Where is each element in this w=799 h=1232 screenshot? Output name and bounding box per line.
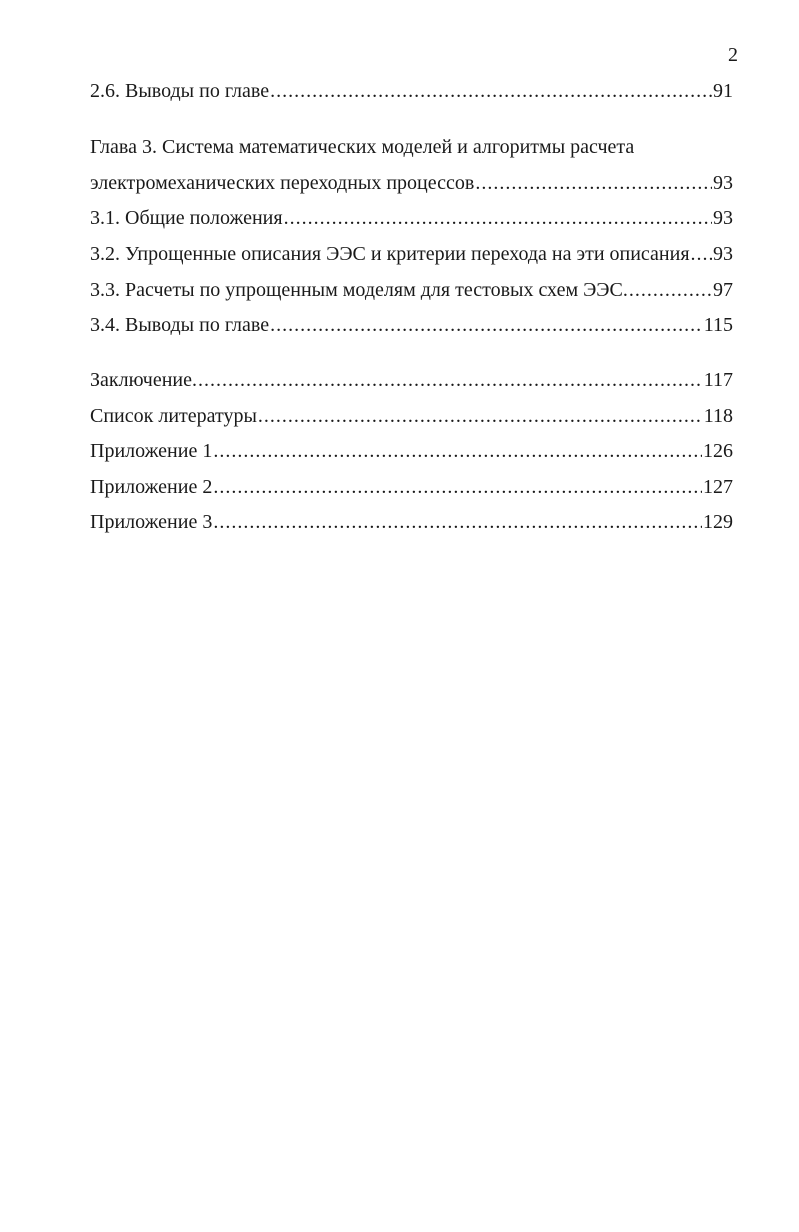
toc-entry-label: Приложение 2 [90, 476, 213, 498]
toc-entry-page: 115 [703, 314, 733, 336]
toc-entry-label: электромеханических переходных процессов [90, 172, 475, 194]
toc-entry-label: Список литературы [90, 405, 257, 427]
toc-entry-label: Заключение. [90, 369, 197, 391]
toc-entry[interactable] [90, 277, 733, 303]
toc-entry-page: 93 [713, 207, 733, 229]
toc-leader-dots [284, 205, 712, 231]
toc-entry-page: 91 [713, 80, 733, 102]
toc-leader-dots [213, 438, 702, 464]
toc-entry[interactable] [90, 367, 733, 393]
toc-entry-page: 126 [703, 440, 733, 462]
toc-entry[interactable] [90, 205, 733, 231]
toc-entry-page: 117 [703, 369, 733, 391]
toc-entry-label: 2.6. Выводы по главе [90, 80, 270, 102]
toc-leader-dots [629, 277, 712, 303]
page-number: 2 [728, 44, 738, 66]
toc-entry-label: 3.3. Расчеты по упрощенным моделям для тестовых схем ЭЭС. [90, 279, 628, 301]
toc-entry-page: 97 [713, 279, 733, 301]
toc-leader-dots [270, 312, 703, 338]
toc-entry-page: 129 [703, 511, 733, 533]
toc-leader-dots [213, 509, 702, 535]
toc-entry[interactable] [90, 509, 733, 535]
toc-entry[interactable] [90, 403, 733, 429]
toc-entry-label: Приложение 3 [90, 511, 213, 533]
toc-entry-label: Приложение 1 [90, 440, 213, 462]
toc-entry-page: 118 [703, 405, 733, 427]
toc-entry-page: 93 [713, 243, 733, 265]
toc-entry-page: 127 [703, 476, 733, 498]
toc-entry[interactable] [90, 78, 733, 104]
toc-entry[interactable] [90, 438, 733, 464]
toc-leader-dots [213, 474, 702, 500]
toc-entry[interactable] [90, 170, 733, 196]
toc-entry[interactable] [90, 312, 733, 338]
toc-entry-label: 3.1. Общие положения [90, 207, 283, 229]
toc-leader-dots [198, 367, 703, 393]
toc-entry-label: 3.2. Упрощенные описания ЭЭС и критерии перехода на эти описания [90, 243, 690, 265]
toc-leader-dots [475, 170, 712, 196]
toc-entry[interactable] [90, 241, 733, 267]
toc-chapter-heading[interactable]: Глава 3. Система математических моделей и алгоритмы расчета [90, 136, 635, 158]
toc-entry-page: 93 [713, 172, 733, 194]
toc-leader-dots [258, 403, 703, 429]
toc-leader-dots [270, 78, 712, 104]
toc-leader-dots [691, 241, 712, 267]
toc-entry[interactable] [90, 474, 733, 500]
toc-entry-label: 3.4. Выводы по главе [90, 314, 270, 336]
